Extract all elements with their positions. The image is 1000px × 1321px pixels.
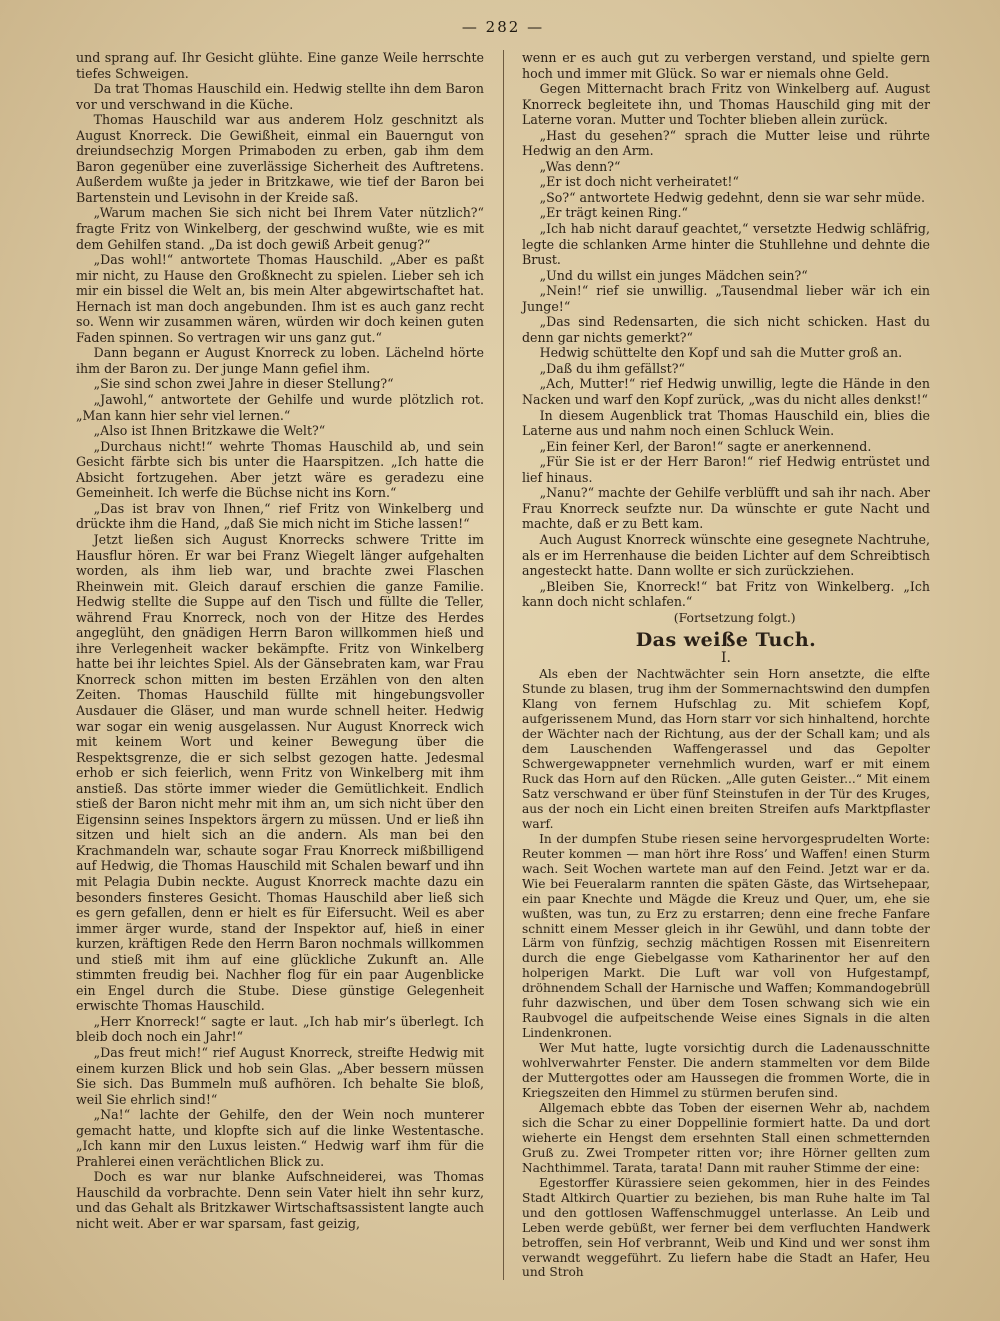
left-paragraph: Da trat Thomas Hauschild ein. Hedwig stellte ihn dem Baron vor und verschwand in die Küche. <box>76 81 484 112</box>
right-paragraph: „Hast du gesehen?“ sprach die Mutter leise und rührte Hedwig an den Arm. <box>522 127 930 159</box>
right-paragraph: „Ich hab nicht darauf geachtet,“ versetzte Hedwig schläfrig, legte die schlanken Arme hinter die Stuhllehne und dehnte die Brust. <box>522 221 930 268</box>
left-paragraph: Thomas Hauschild war aus anderem Holz geschnitzt als August Knorreck. Die Gewißheit, einmal ein Bauerngut von dreiundsechzig Morgen Primaboden zu erben, gab ihm dem Baron gegenüber eine zuverlässige Sicherheit des Auftretens. Außerdem wußte ja jeder in Britzkawe, wie tief der Baron bei Bartenstein und Levisohn in der Kreide saß. <box>76 112 484 205</box>
left-paragraph: „Durchaus nicht!“ wehrte Thomas Hauschild ab, und sein Gesicht färbte sich bis unter die Haarspitzen. „Ich hatte die Absicht fortzugehen. Aber jetzt wäre es geradezu eine Gemeinheit. Ich werfe die Büchse nicht ins Korn.“ <box>76 438 484 501</box>
right-paragraph: wenn er es auch gut zu verbergen verstand, und spielte gern hoch und immer mit Glück. So war er niemals ohne Geld. <box>522 50 930 81</box>
right-paragraph: „Nanu?“ machte der Gehilfe verblüfft und sah ihr nach. Aber Frau Knorreck seufzte nur. Da wünschte er gute Nacht und machte, daß er zu Bett kam. <box>522 485 930 532</box>
left-column <box>76 50 484 1280</box>
right-paragraph: „Ach, Mutter!“ rief Hedwig unwillig, legte die Hände in den Nacken und warf den Kopf zurück, „was du nicht alles denkst!“ <box>522 376 930 408</box>
right-paragraph: „Nein!“ rief sie unwillig. „Tausendmal lieber wär ich ein Junge!“ <box>522 283 930 314</box>
right-paragraph: „Er trägt keinen Ring.“ <box>539 205 688 221</box>
story-paragraph: In der dumpfen Stube riesen seine hervorgesprudelten Worte: Reuter kommen — man hört ihre Ross’ und Waffen! einen Sturm wach. Seit Wochen wartete man auf den Feind. Jetzt war er da. Wie bei Feueralarm rannten die späten Gäste, das Wirtsehepaar, ein paar Knechte und Mägde die Kreuz und Quer, um, ehe sie wußten, was tun, zu Erz zu erstarren; denn eine freche Fanfare schnitt einem Messer gleich in ihr Gewühl, und dann tobte der Lärm von fünfzig, sechzig mächtigen Rossen mit Eisenreitern durch die enge Giebelgasse vom Katharinentor her auf den holperigen Markt. Die Luft war voll von Hufgestampf, dröhnendem Schall der Harnische und Waffen; Kommandogebrüll fuhr dazwischen, und über dem Tosen schwang sich wie ein Raubvogel die aufpeitschende Weise eines Signals in die alten Lindenkronen. <box>522 831 930 1041</box>
left-paragraph: „Warum machen Sie sich nicht bei Ihrem Vater nützlich?“ fragte Fritz von Winkelberg, der geschwind wußte, wie es mit dem Gehilfen stand. „Da ist doch gewiß Arbeit genug?“ <box>76 205 484 252</box>
left-paragraph: „Sie sind schon zwei Jahre in dieser Stellung?“ <box>93 376 394 392</box>
right-paragraph: In diesem Augenblick trat Thomas Hauschild ein, blies die Laterne aus und nahm noch einen Schluck Wein. <box>522 407 930 439</box>
left-paragraph: „Herr Knorreck!“ sagte er laut. „Ich hab mir’s überlegt. Ich bleib doch noch ein Jahr!“ <box>76 1013 484 1045</box>
left-paragraph: „Das wohl!“ antwortete Thomas Hauschild. „Aber es paßt mir nicht, zu Hause den Großknecht zu spielen. Lieber seh ich mir ein bissel die Welt an, bis mein Alter abgewirtschaftet hat. Hernach ist man doch angebunden. Ihm ist es auch ganz recht so. Wenn wir zusammen wären, würden wir doch keinen guten Faden spinnen. So vertragen wir uns ganz gut.“ <box>76 252 484 345</box>
right-paragraph: „Und du willst ein junges Mädchen sein?“ <box>539 267 808 283</box>
left-paragraph: „Das freut mich!“ rief August Knorreck, streifte Hedwig mit einem kurzen Blick und hob sein Glas. „Aber bessern müssen Sie sich. Das Bummeln muß aufhören. Ich behalte Sie bloß, weil Sie ehrlich sind!“ <box>76 1045 484 1107</box>
story-paragraph: Allgemach ebbte das Toben der eisernen Wehr ab, nachdem sich die Schar zu einer Doppellinie formiert hatte. Da und dort wieherte ein Hengst dem ersehnten Stall einen schmetternden Gruß zu. Zwei Trompeter ritten vor; ihre Hörner gellten zum Nachthimmel. Tarata, tarata! Dann mit rauher Stimme der eine: <box>522 1100 930 1175</box>
left-paragraph: Dann begann er August Knorreck zu loben. Lächelnd hörte ihm der Baron zu. Der junge Mann gefiel ihm. <box>76 345 484 376</box>
left-paragraph: „Jawohl,“ antwortete der Gehilfe und wurde plötzlich rot. „Man kann hier sehr viel lernen.“ <box>76 392 484 423</box>
right-paragraph: „Bleiben Sie, Knorreck!“ bat Fritz von Winkelberg. „Ich kann doch nicht schlafen.“ <box>522 578 930 610</box>
left-paragraph: Doch es war nur blanke Aufschneiderei, was Thomas Hauschild da vorbrachte. Denn sein Vater hielt ihn sehr kurz, und das Gehalt als Britzkawer Wirtschaftsassistent langte auch nicht weit. Aber er war sparsam, fast geizig, <box>76 1169 484 1232</box>
story-paragraph: Als eben der Nachtwächter sein Horn ansetzte, die elfte Stunde zu blasen, trug ihm der Sommernachtswind den dumpfen Klang von fernem Hufschlag zu. Mit schiefem Kopf, aufgerissenem Mund, das Horn starr vor sich hinhaltend, horchte der Wächter nach der Richtung, aus der der Schall kam; und als dem Lauschenden Waffengerassel und das Gepolter Schwergewappneter vernehmlich wurden, warf er mit einem Ruck das Horn auf den Rücken. „Alle guten Geister...“ Mit einem Satz verschwand er über fünf Steinstufen in der Tür des Kruges, aus der noch ein Licht einen breiten Streifen aufs Marktpflaster warf. <box>522 667 930 831</box>
story-title: Das weiße Tuch. <box>635 629 817 652</box>
right-paragraph: „Daß du ihm gefällst?“ <box>539 360 685 376</box>
page-number: — 282 — <box>461 18 545 36</box>
left-paragraph: „Na!“ lachte der Gehilfe, den der Wein noch munterer gemacht hatte, und klopfte sich auf die linke Westentasche. „Ich kann mir den Luxus leisten.“ Hedwig warf ihm für die Prahlerei einen verächtlichen Blick zu. <box>76 1107 484 1169</box>
columns <box>76 50 930 1280</box>
right-column <box>522 50 930 1280</box>
column-divider <box>503 50 504 1280</box>
right-paragraph: „Für Sie ist er der Herr Baron!“ rief Hedwig entrüstet und lief hinaus. <box>522 454 930 485</box>
right-paragraph: Hedwig schüttelte den Kopf und sah die Mutter groß an. <box>539 345 903 361</box>
right-paragraph: „Das sind Redensarten, die sich nicht schicken. Hast du denn gar nichts gemerkt?“ <box>522 314 930 345</box>
chapter-numeral: I. <box>721 649 731 666</box>
right-paragraph: „Er ist doch nicht verheiratet!“ <box>539 174 739 190</box>
continued-note: (Fortsetzung folgt.) <box>673 609 796 625</box>
right-paragraph: „So?“ antwortete Hedwig gedehnt, denn sie war sehr müde. <box>539 189 925 205</box>
left-paragraph: Jetzt ließen sich August Knorrecks schwere Tritte im Hausflur hören. Er war bei Franz Wiegelt länger aufgehalten worden, als ihm lieb war, und brachte zwei Flaschen Rheinwein mit. Gleich darauf erschien die ganze Familie. Hedwig stellte die Suppe auf den Tisch und füllte die Teller, während Frau Knorreck, noch von der Hitze des Herdes angeglüht, den gnädigen Herrn Baron willkommen hieß und ihre Verlegenheit wacker bekämpfte. Fritz von Winkelberg hatte bei ihr leichtes Spiel. Als der Gänsebraten kam, war Frau Knorreck schon mitten im besten Erzählen von den alten Zeiten. Thomas Hauschild füllte mit hingebungsvoller Ausdauer die Gläser, und man wurde schnell heiter. Hedwig war sogar ein wenig ausgelassen. Nur August Knorreck wich mit keinem Wort und keiner Bewegung über die Respektsgrenze, die er sich selbst gezogen hatte. Jedesmal erhob er sich feierlich, wenn Fritz von Winkelberg mit ihm anstieß. Das störte immer wieder die Gemütlichkeit. Endlich stieß der Baron nicht mehr mit ihm an, um sich nicht über den Eigensinn seines Inspektors ärgern zu müssen. Und er ließ ihn sitzen und hielt sich an die andern. Als man bei den Krachmandeln war, schaute sogar Frau Knorreck mißbilligend auf Hedwig, die Thomas Hauschild mit Schalen bewarf und ihn mit Pelagia Dubin neckte. August Knorreck machte dazu ein besonders finsteres Gesicht. Thomas Hauschild aber ließ sich es gern gefallen, denn er hielt es für Eifersucht. Weil es aber immer ärger wurde, stand der Inspektor auf, hieß in einer kurzen, kräftigen Rede den Herrn Baron nochmals willkommen und stieß mit ihm auf eine glückliche Zukunft an. Alle stimmten freudig bei. Nachher flog für ein paar Augenblicke ein Engel durch die Stube. Diese günstige Gelegenheit erwischte Thomas Hauschild. <box>76 531 484 1014</box>
right-paragraph: „Was denn?“ <box>539 158 621 174</box>
left-paragraph: „Das ist brav von Ihnen,“ rief Fritz von Winkelberg und drückte ihm die Hand, „daß Sie mich nicht im Stiche lassen!“ <box>76 500 484 532</box>
left-paragraph: und sprang auf. Ihr Gesicht glühte. Eine ganze Weile herrschte tiefes Schweigen. <box>76 50 484 81</box>
story-paragraph: Wer Mut hatte, lugte vorsichtig durch die Ladenausschnitte wohlverwahrter Fenster. Die andern stammelten vor dem Bilde der Muttergottes oder am Haussegen die frommen Worte, die in Kriegszeiten den Himmel zu stürmen berufen sind. <box>522 1041 930 1101</box>
right-paragraph: Auch August Knorreck wünschte eine gesegnete Nachtruhe, als er im Herrenhause die beiden Lichter auf dem Schreibtisch angesteckt hatte. Dann wollte er sich zurückziehen. <box>522 531 930 579</box>
left-paragraph: „Also ist Ihnen Britzkawe die Welt?“ <box>93 423 326 439</box>
right-paragraph: Gegen Mitternacht brach Fritz von Winkelberg auf. August Knorreck begleitete ihn, und Thomas Hauschild ging mit der Laterne voran. Mutter und Tochter blieben allein zurück. <box>522 81 930 128</box>
story-section <box>522 629 930 1280</box>
story-paragraph: Egestorffer Kürassiere seien gekommen, hier in des Feindes Stadt Altkirch Quartier zu beziehen, bis man Ruhe halte im Tal und den gottlosen Waffenschmuggel unterlasse. An Leib und Leben werde gebüßt, wer ferner bei dem verfluchten Handwerk betroffen, sein Hof verbrannt, Weib und Kind und wer sonst ihm verwandt weggeführt. Zu liefern habe die Stadt an Hafer, Heu und Stroh <box>522 1175 930 1280</box>
right-paragraph: „Ein feiner Kerl, der Baron!“ sagte er anerkennend. <box>539 438 872 454</box>
